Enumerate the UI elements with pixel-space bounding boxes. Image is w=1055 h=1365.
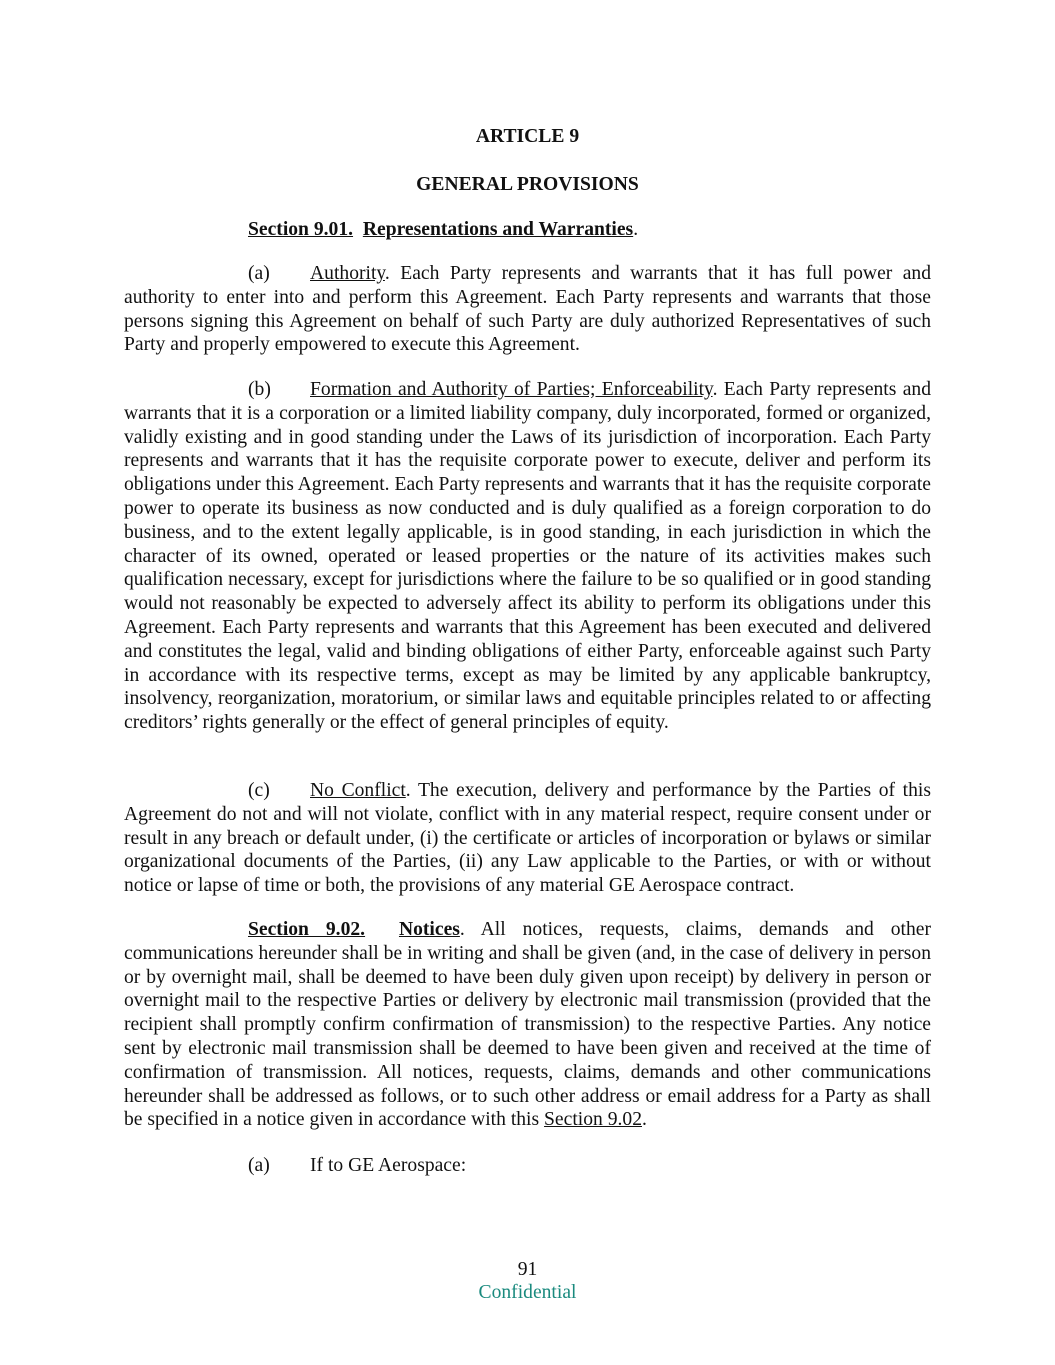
section-9-02-notices <box>124 918 931 1132</box>
article-number: ARTICLE 9 <box>475 126 580 147</box>
paragraph-b-text: . Each Party represents and warrants that it is a corporation or a limited liability company, duly incorporated, formed or organized, validly existing and in good standing under the Laws of its jurisdiction of incorporation. Each Party represents and warrants that it has the requisite corporate power to execute, deliver and perform its obligations under this Agreement. Each Party represents and warrants that it has the requisite corporate power to operate its business as now conducted and is duly qualified as a foreign corporation to do business, and to the extent legally applicable, is in good standing, in each jurisdiction in which the character of its owned, operated or leased properties or the nature of its activities makes such qualification necessary, except for jurisdictions where the failure to be so qualified or in good standing would not reasonably be expected to adversely affect its ability to perform its obligations under this Agreement. Each Party represents and warrants that this Agreement has been executed and delivered and constitutes the legal, valid and binding obligations of either Party, enforceable against such Party in accordance with its respective terms, except as may be limited by any applicable bankruptcy, insolvency, reorganization, moratorium, or similar laws and equitable principles related to or affecting creditors’ rights generally or the effect of general principles of equity. <box>124 379 931 734</box>
paragraph-a-marker: (a) <box>248 263 270 284</box>
paragraph-c-heading: No Conflict <box>310 780 406 801</box>
section-9-02-label: Section 9.02. <box>248 919 366 940</box>
paragraph-a-heading: Authority <box>310 263 385 284</box>
section-9-02-title: Notices <box>398 919 460 940</box>
paragraph-c-no-conflict <box>124 779 931 898</box>
paragraph-b-heading: Formation and Authority of Parties; Enforceability <box>310 379 713 400</box>
paragraph-b-formation <box>124 378 931 735</box>
section-9-02-cross-reference: Section 9.02 <box>544 1109 642 1131</box>
section-9-01-trail: . <box>633 219 639 240</box>
section-9-02-trail: . <box>642 1109 647 1131</box>
section-9-01-label: Section 9.01. <box>248 219 354 240</box>
paragraph-c-text: . The execution, delivery and performance by the Parties of this Agreement do not and will not violate, conflict with in any material respect, require consent under or result in any breach or default under, (i) the certificate or articles of incorporation or bylaws or similar organizational documents of the Parties, (ii) any Law applicable to the Parties, or with or without notice or lapse of time or both, the provisions of any material GE Aerospace contract. <box>124 780 931 897</box>
paragraph-c-marker: (c) <box>248 780 270 801</box>
paragraph-a-authority <box>124 262 931 357</box>
notice-recipient-a <box>248 1154 466 1178</box>
section-9-01-heading <box>248 218 638 242</box>
confidential-label: Confidential <box>478 1282 577 1303</box>
section-9-01-title: Representations and Warranties <box>362 219 634 240</box>
notice-a-marker: (a) <box>248 1155 270 1176</box>
paragraph-a-text: . Each Party represents and warrants that it has full power and authority to enter into and perform this Agreement. Each Party represents and warrants that those persons signing this Agreement on behalf of such Party are duly authorized Representatives of such Party and properly empowered to execute this Agreement. <box>124 263 931 356</box>
section-9-02-text: . All notices, requests, claims, demands and other communications hereunder shall be in writing and shall be given (and, in the case of delivery in person or by overnight mail, shall be deemed to have been duly given upon receipt) by delivery in person or overnight mail to the respective Parties or delivery by electronic mail transmission (provided that the recipient shall promptly confirm confirmation of transmission) to the respective Parties. Any notice sent by electronic mail transmission shall be deemed to have been given and received at the time of confirmation of transmission. All notices, requests, claims, demands and other communications hereunder shall be addressed as follows, or to such other address or email address for a Party as shall be specified in a notice given in accordance with this <box>124 919 932 1131</box>
page-number: 91 <box>517 1259 538 1280</box>
article-title: GENERAL PROVISIONS <box>416 174 639 195</box>
notice-a-text: If to GE Aerospace: <box>310 1155 467 1176</box>
paragraph-b-marker: (b) <box>248 379 271 400</box>
